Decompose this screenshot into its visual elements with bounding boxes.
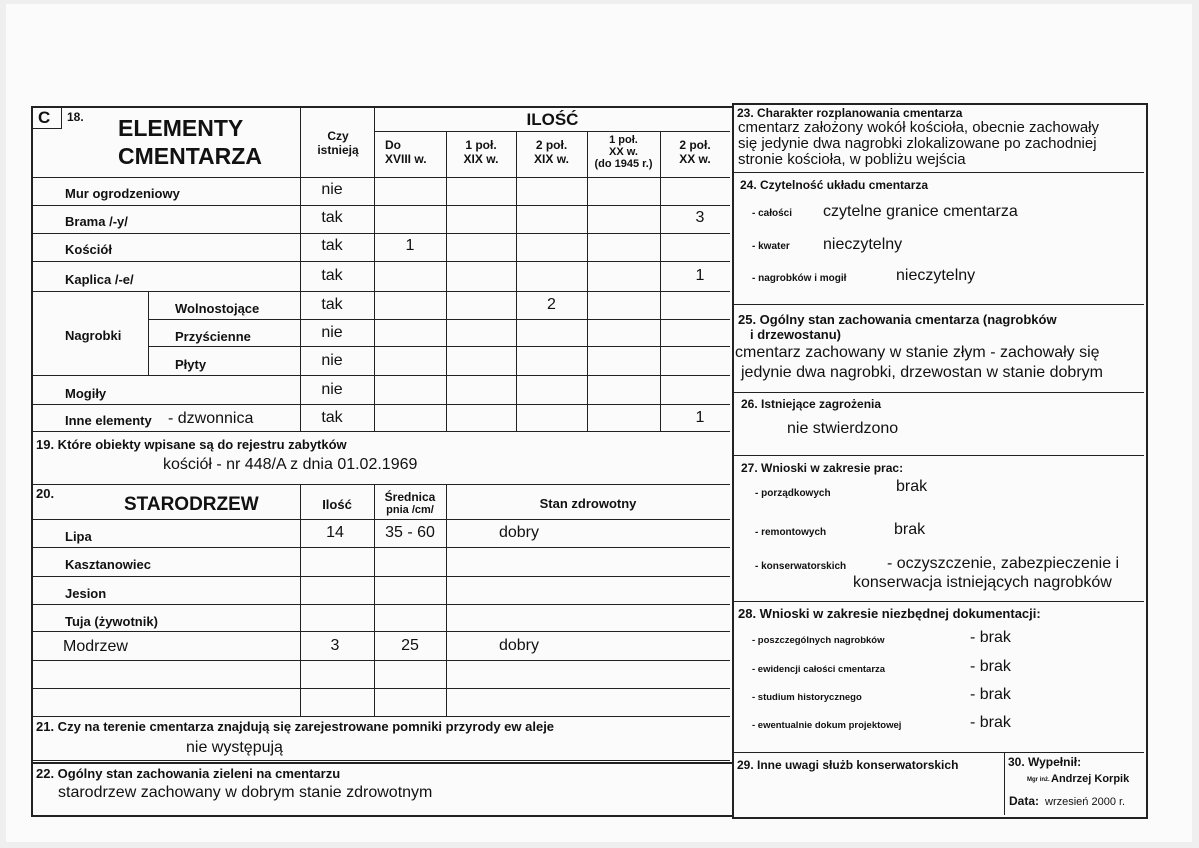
section-18-title-line2: CMENTARZA: [118, 143, 262, 169]
element-row-4-label: Kaplica /-e/: [65, 272, 134, 287]
section-28-item-1-label: - poszczególnych nagrobków: [752, 635, 885, 646]
section-30-date-value: wrzesień 2000 r.: [1045, 796, 1126, 808]
section-27-porz-label: - porządkowych: [755, 488, 831, 499]
tree-row-5-diam: 25: [401, 637, 419, 654]
col-srednica-header-2: pnia /cm/: [386, 504, 434, 516]
nagrobki-row-1-exists: tak: [321, 296, 343, 313]
mogily-label: Mogiły: [65, 386, 107, 401]
inne-qty5: 1: [695, 409, 705, 426]
section-28-item-2-label: - ewidencji całości cmentarza: [752, 664, 886, 675]
section-26-value: nie stwierdzono: [787, 420, 899, 437]
tree-row-5-name: Modrzew: [63, 638, 128, 655]
tree-row-2-name: Kasztanowiec: [65, 557, 151, 572]
section-27-kons-value2: konserwacja istniejących nagrobków: [853, 574, 1112, 591]
element-row-2-label: Brama /-y/: [65, 214, 128, 229]
section-25-label-2: i drzewostanu): [750, 327, 842, 342]
ilosc-col-header-2-l2: XIX w.: [463, 152, 499, 166]
tree-row-5-state: dobry: [498, 637, 540, 654]
section-27-rem-value: brak: [894, 521, 926, 538]
inne-exists: tak: [321, 409, 343, 426]
section-30-name: Andrzej Korpik: [1051, 773, 1130, 785]
section-30-date-label: Data:: [1009, 794, 1040, 808]
section-25-line1: cmentarz zachowany w stanie złym - zachowały się: [735, 344, 1100, 361]
ilosc-col-header-3-l1: 2 poł.: [535, 138, 568, 152]
section-24-item-0-value: czytelne granice cmentarza: [823, 203, 1018, 220]
ilosc-col-header-5-l2: XX w.: [679, 152, 711, 166]
element-row-4-exists: tak: [321, 267, 343, 284]
nagrobki-row-1-label: Wolnostojące: [175, 301, 260, 316]
mogily-exists: nie: [321, 381, 343, 398]
section-22-value: starodrzew zachowany w dobrym stanie zdrowotnym: [58, 784, 433, 801]
section-23-line3: stronie kościoła, w pobliżu wejścia: [738, 151, 966, 168]
nagrobki-label: Nagrobki: [65, 328, 122, 343]
inne-value: - dzwonnica: [168, 410, 254, 427]
section-28-item-4-label: - ewentualnie dokum projektowej: [752, 720, 902, 731]
section-28-item-3-label: - studium historycznego: [752, 692, 862, 703]
tree-row-1-qty: 14: [326, 524, 344, 541]
section-25-label-1: 25. Ogólny stan zachowania cmentarza (nagrobków: [738, 312, 1057, 327]
section-19-value: kościół - nr 448/A z dnia 01.02.1969: [163, 456, 418, 473]
ilosc-col-header-4-l1: 1 poł.: [609, 134, 638, 146]
section-23-label: 23. Charakter rozplanowania cmentarza: [737, 106, 963, 120]
section-24-item-1-value: nieczytelny: [823, 236, 903, 253]
section-30-label: 30. Wypełnił:: [1008, 755, 1082, 769]
nagrobki-row-2-exists: nie: [321, 324, 343, 341]
section-24-item-2-value: nieczytelny: [896, 267, 976, 284]
tree-row-5-qty: 3: [330, 637, 340, 654]
ilosc-col-header-2-l1: 1 poł.: [465, 138, 497, 152]
section-24-item-2-label: - nagrobków i mogił: [752, 273, 847, 284]
section-18-box-letter: C: [38, 108, 51, 127]
ilosc-col-header-5-l1: 2 poł.: [679, 138, 711, 152]
section-27-kons-label: - konserwatorskich: [755, 561, 847, 572]
section-27-label: 27. Wnioski w zakresie prac:: [741, 461, 904, 475]
element-row-4-qty-5: 1: [695, 267, 705, 284]
section-20-number: 20.: [36, 486, 55, 501]
element-row-1-label: Mur ogrodzeniowy: [65, 186, 180, 201]
tree-row-4-name: Tuja (żywotnik): [65, 614, 158, 629]
tree-row-1-state: dobry: [498, 524, 540, 541]
col-stan-header: Stan zdrowotny: [539, 496, 637, 511]
ilosc-col-header-1-l1: Do: [385, 138, 401, 152]
tree-row-1-diam: 35 - 60: [385, 524, 435, 541]
section-28-item-4-value: - brak: [970, 714, 1011, 731]
col-ilosc-header: Ilość: [322, 497, 352, 512]
section-23-line2: się jedynie dwa nagrobki zlokalizowane po zachodniej: [738, 135, 1097, 152]
section-21-label: 21. Czy na terenie cmentarza znajdują się zarejestrowane pomniki przyrody ew aleje: [36, 719, 555, 734]
section-22-label: 22. Ogólny stan zachowania zieleni na cmentarzu: [36, 766, 341, 781]
section-27-rem-label: - remontowych: [755, 527, 827, 538]
nagrobki-row-3-label: Płyty: [175, 357, 207, 372]
section-23-line1: cmentarz założony wokół kościoła, obecnie zachowały: [738, 119, 1100, 136]
tree-row-3-name: Jesion: [65, 586, 107, 601]
section-28-label: 28. Wnioski w zakresie niezbędnej dokumentacji:: [738, 606, 1041, 621]
col-srednica-header-1: Średnica: [384, 490, 436, 504]
element-row-1-exists: nie: [321, 181, 343, 198]
section-25-line2: jedynie dwa nagrobki, drzewostan w stanie dobrym: [741, 364, 1103, 381]
element-row-3-label: Kościół: [65, 242, 112, 257]
ilosc-col-header-1-l2: XVIII w.: [385, 152, 427, 166]
czy-header-2: istnieją: [317, 143, 359, 157]
ilosc-header: ILOŚĆ: [526, 110, 579, 129]
section-24-item-0-label: - całości: [752, 208, 793, 219]
inne-label: Inne elementy: [65, 413, 152, 428]
section-30-title-prefix: Mgr inż.: [1027, 777, 1050, 783]
section-28-item-3-value: - brak: [970, 686, 1011, 703]
section-18-number: 18.: [67, 110, 84, 124]
nagrobki-row-3-exists: nie: [321, 352, 343, 369]
section-21-value: nie występują: [186, 739, 283, 756]
element-row-2-qty-5: 3: [695, 209, 705, 226]
section-24-label: 24. Czytelność układu cmentarza: [740, 178, 929, 192]
section-19-label: 19. Które obiekty wpisane są do rejestru zabytków: [36, 437, 347, 452]
element-row-3-exists: tak: [321, 237, 343, 254]
nagrobki-row-2-label: Przyścienne: [175, 329, 251, 344]
section-29-label: 29. Inne uwagi służb konserwatorskich: [737, 758, 959, 772]
section-26-label: 26. Istniejące zagrożenia: [741, 397, 882, 411]
section-18-title-line1: ELEMENTY: [118, 115, 244, 141]
ilosc-col-header-4-l2: XX w.: [609, 146, 638, 158]
nagrobki-row-1-qty-3: 2: [547, 296, 556, 313]
ilosc-col-header-4-l3: (do 1945 r.): [594, 158, 653, 170]
section-28-item-1-value: - brak: [970, 629, 1011, 646]
element-row-2-exists: tak: [321, 209, 343, 226]
tree-row-1-name: Lipa: [65, 529, 92, 544]
section-28-item-2-value: - brak: [970, 658, 1011, 675]
section-27-porz-value: brak: [896, 478, 928, 495]
section-20-title: STARODRZEW: [124, 494, 259, 515]
czy-header-1: Czy: [327, 129, 349, 143]
section-24-item-1-label: - kwater: [752, 241, 790, 252]
section-27-kons-value1: - oczyszczenie, zabezpieczenie i: [887, 555, 1120, 572]
element-row-3-qty-1: 1: [405, 237, 415, 254]
ilosc-col-header-3-l2: XIX w.: [534, 152, 569, 166]
